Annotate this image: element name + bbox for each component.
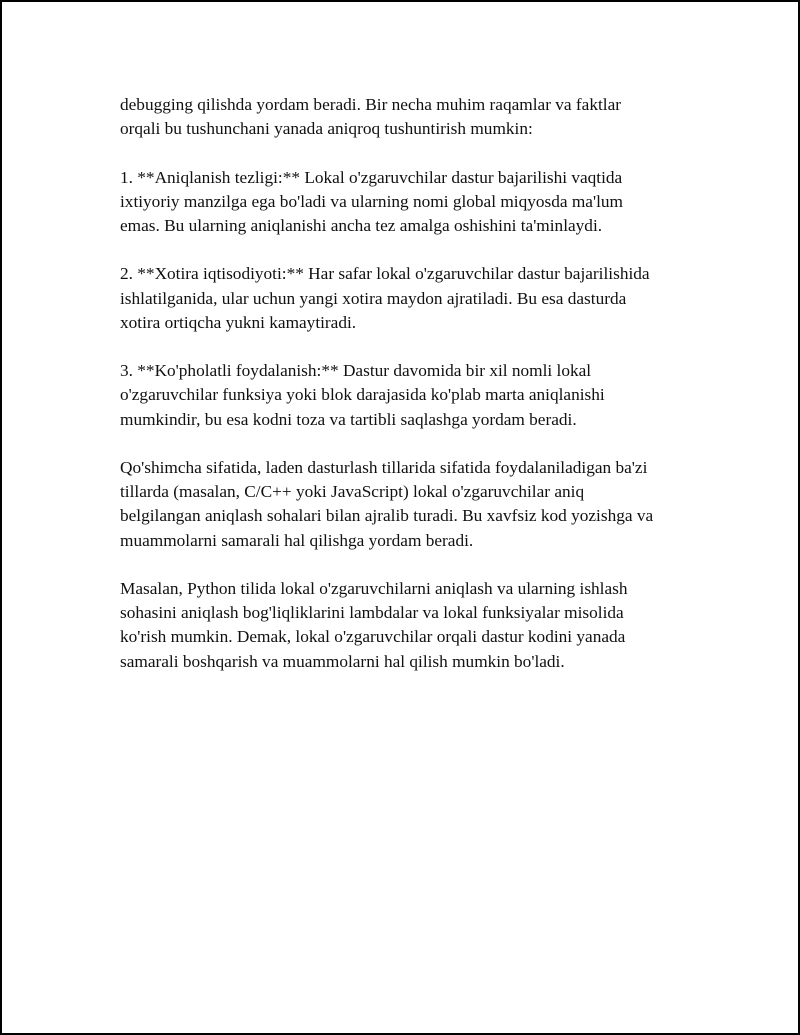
- paragraph-item-3: 3. **Ko'pholatli foydalanish:** Dastur davomida bir xil nomli lokal o'zgaruvchilar funksiya yoki blok darajasida ko'plab marta aniqlanishi mumkindir, bu esa kodni toza va tartibli saqlashga yordam beradi.: [120, 361, 605, 429]
- paragraph-intro: debugging qilishda yordam beradi. Bir necha muhim raqamlar va faktlar orqali bu tushunchani yanada aniqroq tushuntirish mumkin:: [120, 95, 621, 139]
- paragraph-additional: Qo'shimcha sifatida, laden dasturlash tillarida sifatida foydalaniladigan ba'zi tillarda (masalan, C/C++ yoki JavaScript) lokal o'zgaruvchilar aniq belgilangan aniqlash sohalari bilan ajralib turadi. Bu xavfsiz kod yozishga va muammolarni samarali hal qilishga yordam beradi.: [120, 457, 654, 550]
- paragraph-item-2: 2. **Xotira iqtisodiyoti:** Har safar lokal o'zgaruvchilar dastur bajarilishida ishlatilganida, ular uchun yangi xotira maydon ajratiladi. Bu esa dasturda xotira ortiqcha yukni kamaytiradi.: [120, 264, 650, 332]
- paragraph-item-1: 1. **Aniqlanish tezligi:** Lokal o'zgaruvchilar dastur bajarilishi vaqtida ixtiyoriy manzilga ega bo'ladi va ularning nomi global miqyosda ma'lum emas. Bu ularning aniqlanishi ancha tez amalga oshishini ta'minlaydi.: [120, 167, 623, 235]
- paragraph-example: Masalan, Python tilida lokal o'zgaruvchilarni aniqlash va ularning ishlash sohasini aniqlash bog'liqliklarini lambdalar va lokal funksiyalar misolida ko'rish mumkin. Demak, lokal o'zgaruvchilar orqali dastur kodini yanada samarali boshqarish va muammolarni hal qilish mumkin bo'ladi.: [120, 578, 628, 671]
- document-body: [120, 93, 700, 698]
